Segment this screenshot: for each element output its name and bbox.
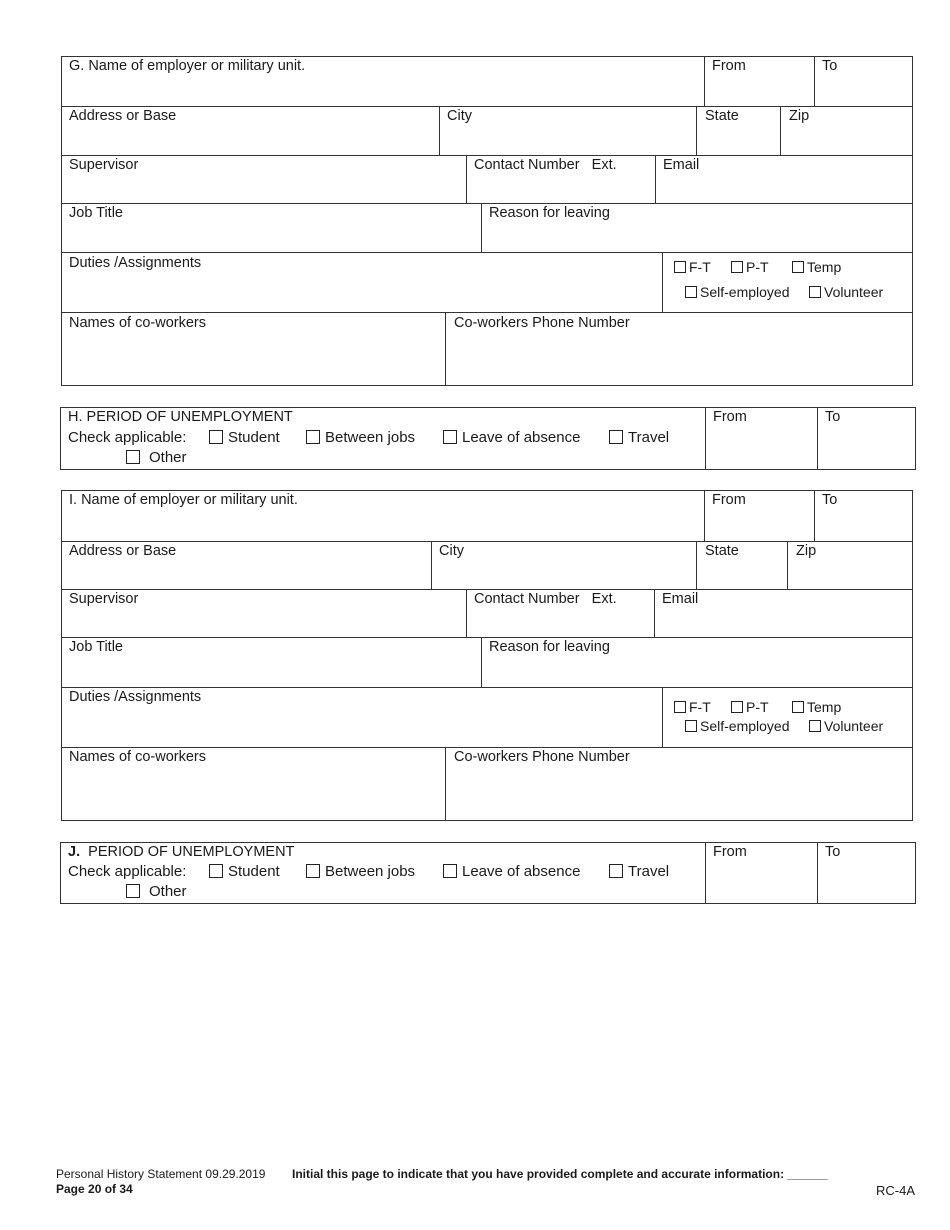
h-title: H. PERIOD OF UNEMPLOYMENT bbox=[68, 409, 293, 425]
i-employer-label: I. Name of employer or military unit. bbox=[69, 492, 298, 508]
g-supervisor-label: Supervisor bbox=[69, 157, 139, 173]
g-zip-label: Zip bbox=[789, 108, 810, 124]
i-from-label: From bbox=[712, 492, 746, 508]
i-city-label: City bbox=[439, 543, 464, 559]
checkbox-icon[interactable] bbox=[792, 261, 804, 273]
h-student-checkbox[interactable]: Student bbox=[209, 429, 280, 446]
i-ft-checkbox[interactable]: F-T bbox=[674, 699, 711, 715]
g-contact-label: Contact Number Ext. bbox=[474, 157, 617, 173]
checkbox-icon[interactable] bbox=[306, 864, 320, 878]
checkbox-icon[interactable] bbox=[685, 720, 697, 732]
g-coworkers-phone-label: Co-workers Phone Number bbox=[454, 315, 630, 331]
checkbox-icon[interactable] bbox=[209, 430, 223, 444]
i-temp-checkbox[interactable]: Temp bbox=[792, 699, 841, 715]
i-self-employed-checkbox[interactable]: Self-employed bbox=[685, 718, 790, 734]
g-job-title-label: Job Title bbox=[69, 205, 123, 221]
checkbox-icon[interactable] bbox=[609, 430, 623, 444]
i-volunteer-checkbox[interactable]: Volunteer bbox=[809, 718, 883, 734]
i-address-label: Address or Base bbox=[69, 543, 177, 559]
footer-form-code: RC-4A bbox=[876, 1183, 916, 1198]
i-to-label: To bbox=[822, 492, 838, 508]
checkbox-icon[interactable] bbox=[731, 261, 743, 273]
h-between-jobs-checkbox[interactable]: Between jobs bbox=[306, 429, 415, 446]
g-ft-checkbox[interactable]: F-T bbox=[674, 259, 711, 275]
j-from-label: From bbox=[713, 844, 747, 860]
j-to-label: To bbox=[825, 844, 841, 860]
checkbox-icon[interactable] bbox=[792, 701, 804, 713]
checkbox-icon[interactable] bbox=[209, 864, 223, 878]
g-temp-checkbox[interactable]: Temp bbox=[792, 259, 841, 275]
footer-page-number: Page 20 of 34 bbox=[56, 1182, 133, 1196]
g-duties-label: Duties /Assignments bbox=[69, 255, 202, 271]
checkbox-icon[interactable] bbox=[126, 450, 140, 464]
h-leave-checkbox[interactable]: Leave of absence bbox=[443, 429, 580, 446]
checkbox-icon[interactable] bbox=[609, 864, 623, 878]
i-job-title-label: Job Title bbox=[69, 639, 123, 655]
i-email-label: Email bbox=[662, 591, 699, 607]
footer-initial: Initial this page to indicate that you have provided complete and accurate information: ______ bbox=[292, 1167, 828, 1181]
i-pt-checkbox[interactable]: P-T bbox=[731, 699, 769, 715]
g-email-label: Email bbox=[663, 157, 700, 173]
h-to-label: To bbox=[825, 409, 841, 425]
j-student-checkbox[interactable]: Student bbox=[209, 863, 280, 880]
j-letter: J. bbox=[68, 844, 81, 860]
h-travel-checkbox[interactable]: Travel bbox=[609, 429, 669, 446]
footer-statement: Personal History Statement 09.29.2019 bbox=[56, 1167, 266, 1181]
checkbox-icon[interactable] bbox=[306, 430, 320, 444]
h-check-label: Check applicable: bbox=[68, 429, 187, 446]
g-coworkers-label: Names of co-workers bbox=[69, 315, 206, 331]
i-contact-label: Contact Number Ext. bbox=[474, 591, 617, 607]
g-self-employed-checkbox[interactable]: Self-employed bbox=[685, 284, 790, 300]
g-employer-label: G. Name of employer or military unit. bbox=[69, 58, 306, 74]
checkbox-icon[interactable] bbox=[809, 286, 821, 298]
g-address-label: Address or Base bbox=[69, 108, 177, 124]
g-to-label: To bbox=[822, 58, 838, 74]
g-state-label: State bbox=[705, 108, 739, 124]
checkbox-icon[interactable] bbox=[685, 286, 697, 298]
checkbox-icon[interactable] bbox=[443, 430, 457, 444]
i-coworkers-label: Names of co-workers bbox=[69, 749, 206, 765]
j-other-checkbox[interactable]: Other bbox=[126, 883, 187, 900]
i-supervisor-label: Supervisor bbox=[69, 591, 139, 607]
g-city-label: City bbox=[447, 108, 472, 124]
g-volunteer-checkbox[interactable]: Volunteer bbox=[809, 284, 883, 300]
checkbox-icon[interactable] bbox=[731, 701, 743, 713]
j-title: J. PERIOD OF UNEMPLOYMENT bbox=[68, 844, 295, 860]
g-pt-checkbox[interactable]: P-T bbox=[731, 259, 769, 275]
g-from-label: From bbox=[712, 58, 746, 74]
checkbox-icon[interactable] bbox=[443, 864, 457, 878]
i-reason-label: Reason for leaving bbox=[489, 639, 610, 655]
i-coworkers-phone-label: Co-workers Phone Number bbox=[454, 749, 630, 765]
j-travel-checkbox[interactable]: Travel bbox=[609, 863, 669, 880]
h-from-label: From bbox=[713, 409, 747, 425]
checkbox-icon[interactable] bbox=[809, 720, 821, 732]
i-duties-label: Duties /Assignments bbox=[69, 689, 202, 705]
g-reason-label: Reason for leaving bbox=[489, 205, 610, 221]
j-leave-checkbox[interactable]: Leave of absence bbox=[443, 863, 580, 880]
checkbox-icon[interactable] bbox=[674, 261, 686, 273]
checkbox-icon[interactable] bbox=[674, 701, 686, 713]
checkbox-icon[interactable] bbox=[126, 884, 140, 898]
i-zip-label: Zip bbox=[796, 543, 817, 559]
j-between-jobs-checkbox[interactable]: Between jobs bbox=[306, 863, 415, 880]
h-other-checkbox[interactable]: Other bbox=[126, 449, 187, 466]
i-state-label: State bbox=[705, 543, 739, 559]
j-check-label: Check applicable: bbox=[68, 863, 187, 880]
